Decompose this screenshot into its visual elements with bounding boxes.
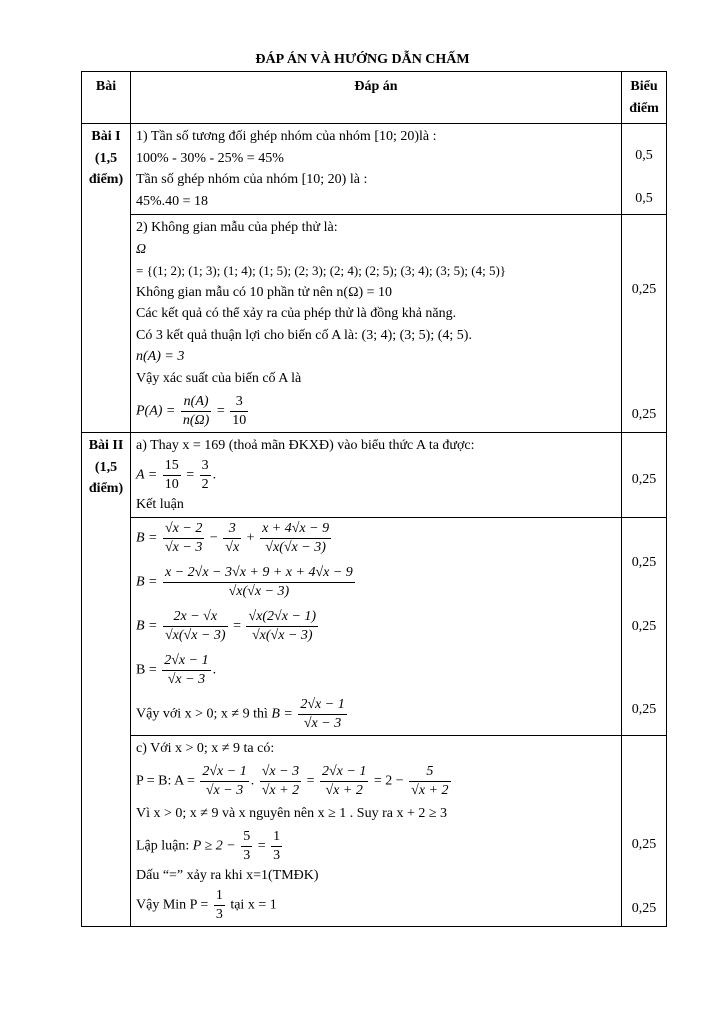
fraction: $\frac{x - 2√x - 3√x + 9 + x + 4√x - 9}{√x(√x - 3)}$ xyxy=(165,565,353,599)
fraction: $\frac{√x(2√x - 1)}{√x(√x - 3)}$ xyxy=(248,609,317,643)
score: 0,25 xyxy=(631,900,657,916)
formula-b1: B = $\frac{√x - 2}{√x - 3}$ − $\frac{3}{√x}$ + $\frac{x + 4√x - 9}{√x(√x - 3)}$ xyxy=(136,521,330,555)
fraction: $\frac{1}{3}$ xyxy=(273,829,281,863)
bai-2-part-b xyxy=(131,518,622,736)
formula-b3: B = $\frac{2x - √x}{√x(√x - 3)}$ = $\frac{√x(2√x - 1)}{√x(√x - 3)}$ xyxy=(136,609,317,643)
formula-b4: B = $\frac{2√x - 1}{√x - 3}$ . xyxy=(136,653,217,687)
fraction: $\frac{2√x - 1}{√x + 2}$ xyxy=(321,763,367,798)
fraction: $\frac{5}{3}$ xyxy=(243,829,251,863)
formula-a: A = $\frac{15}{10}$ = $\frac{3}{2}$ . xyxy=(136,457,217,492)
formula-c2: Lập luận: P ≥ 2 − $\frac{5}{3}$ = $\frac{1}{3}$ xyxy=(136,829,281,863)
text-line: Có 3 kết quả thuận lợi cho biến cố A là: (3; 4); (3; 5); (4; 5). xyxy=(136,327,472,343)
bai-2-part-c xyxy=(131,736,622,927)
fraction: $\frac{15}{10}$ xyxy=(164,457,179,492)
fraction: $\frac{√x - 2}{√x - 3}$ xyxy=(165,521,203,555)
header-bai: Bài xyxy=(82,72,131,124)
text-line: 1) Tần số tương đối ghép nhóm của nhóm [10; 20)là : xyxy=(136,129,437,144)
fraction: $\frac{5}{√x + 2}$ xyxy=(411,763,449,798)
fraction: $\frac{2x - √x}{√x(√x - 3)}$ xyxy=(165,609,226,643)
formula-lhs: P(A) = xyxy=(136,403,176,419)
text-line: 100% - 30% - 25% = 45% xyxy=(136,150,284,166)
text-line: n(A) = 3 xyxy=(136,349,185,364)
formula-pa: P(A) = $\frac{n(A)}{n(\Omega)}$ = $\frac{3}{10}$ xyxy=(136,394,247,428)
table-row xyxy=(82,433,667,518)
formula-c1: P = B: A = $\frac{2√x - 1}{√x - 3}$ . $\frac{√x - 3}{√x + 2}$ = $\frac{2√x - 1}{√x + 2}$ = 2 − $\frac{5}{√x + 2}$ xyxy=(136,763,449,798)
formula-c3: Vậy Min P = $\frac{1}{3}$ tại x = 1 xyxy=(136,887,277,922)
table-row xyxy=(82,736,667,927)
bai-1-label: Bài I (1,5 điểm) xyxy=(82,124,131,433)
text-line: Không gian mẫu có 10 phần tử nên n(Ω) = 10 xyxy=(136,284,393,300)
text-line: Ω xyxy=(136,241,147,257)
bai-1-part-2 xyxy=(131,215,622,433)
score-cell xyxy=(622,215,667,433)
text-line: Các kết quả có thể xảy ra của phép thử là đồng khả năng. xyxy=(136,306,457,321)
fraction: $\frac{3}{√x}$ xyxy=(225,521,240,555)
formula-b5: Vậy với x > 0; x ≠ 9 thì B = $\frac{2√x - 1}{√x - 3}$ xyxy=(136,697,345,731)
score: 0,5 xyxy=(635,148,653,163)
score-cell xyxy=(622,124,667,215)
score-cell xyxy=(622,736,667,927)
score: 0,25 xyxy=(631,837,657,852)
score: 0,25 xyxy=(631,282,657,297)
table-row xyxy=(82,124,667,215)
header-bieu-diem: Biểu điểm xyxy=(622,72,667,124)
text-line: Vì x > 0; x ≠ 9 và x nguyên nên x ≥ 1 . Suy ra x + 2 ≥ 3 xyxy=(136,805,448,821)
text-line: Tần số ghép nhóm của nhóm [10; 20) là : xyxy=(136,172,368,187)
table-row xyxy=(82,215,667,433)
text-line: 2) Không gian mẫu của phép thử là: xyxy=(136,220,338,235)
bai-1-part-1 xyxy=(131,124,622,215)
text-line: a) Thay x = 169 (thoả mãn ĐKXĐ) vào biểu thức A ta được: xyxy=(136,438,475,453)
table-row xyxy=(82,518,667,736)
fraction: $\frac{2√x - 1}{√x - 3}$ xyxy=(202,763,247,798)
score: 0,5 xyxy=(635,190,653,206)
bai-2-label: Bài II (1,5 điểm) xyxy=(82,433,131,927)
text-line: Dấu “=” xảy ra khi x=1(TMĐK) xyxy=(136,868,319,883)
text-line: Vậy xác suất của biến cố A là xyxy=(136,370,302,386)
header-dap-an: Đáp án xyxy=(131,72,622,124)
score: 0,25 xyxy=(631,555,657,570)
fraction: $\frac{2√x - 1}{√x - 3}$ xyxy=(164,653,209,687)
score-cell xyxy=(622,433,667,518)
fraction: $\frac{√x - 3}{√x + 2}$ xyxy=(261,763,300,798)
answer-table xyxy=(81,71,667,927)
fraction: $\frac{1}{3}$ xyxy=(215,887,223,922)
fraction: $\frac{3}{10}$ xyxy=(232,394,247,428)
score: 0,25 xyxy=(631,472,657,487)
fraction: $\frac{x + 4√x - 9}{√x(√x - 3)}$ xyxy=(262,521,330,555)
bai-2-part-a xyxy=(131,433,622,518)
fraction: $\frac{n(A)}{n(\Omega)}$ xyxy=(182,394,210,428)
page-title: ĐÁP ÁN VÀ HƯỚNG DẪN CHẤM xyxy=(255,52,470,67)
score: 0,25 xyxy=(631,406,657,422)
score: 0,25 xyxy=(631,618,657,634)
text-line: = {(1; 2); (1; 3); (1; 4); (1; 5); (2; 3); (2; 4); (2; 5); (3; 4); (3; 5); (4; 5)} xyxy=(136,263,507,278)
text-line: 45%.40 = 18 xyxy=(136,193,209,209)
formula-b2: B = $\frac{x - 2√x - 3√x + 9 + x + 4√x - 9}{√x(√x - 3)}$ xyxy=(136,565,353,599)
score-cell xyxy=(622,518,667,736)
fraction: $\frac{2√x - 1}{√x - 3}$ xyxy=(300,697,345,731)
fraction: $\frac{3}{2}$ xyxy=(201,457,209,492)
text-line: c) Với x > 0; x ≠ 9 ta có: xyxy=(136,741,275,756)
table-header-row xyxy=(82,72,667,124)
score: 0,25 xyxy=(631,702,657,717)
text-line: Kết luận xyxy=(136,496,184,512)
